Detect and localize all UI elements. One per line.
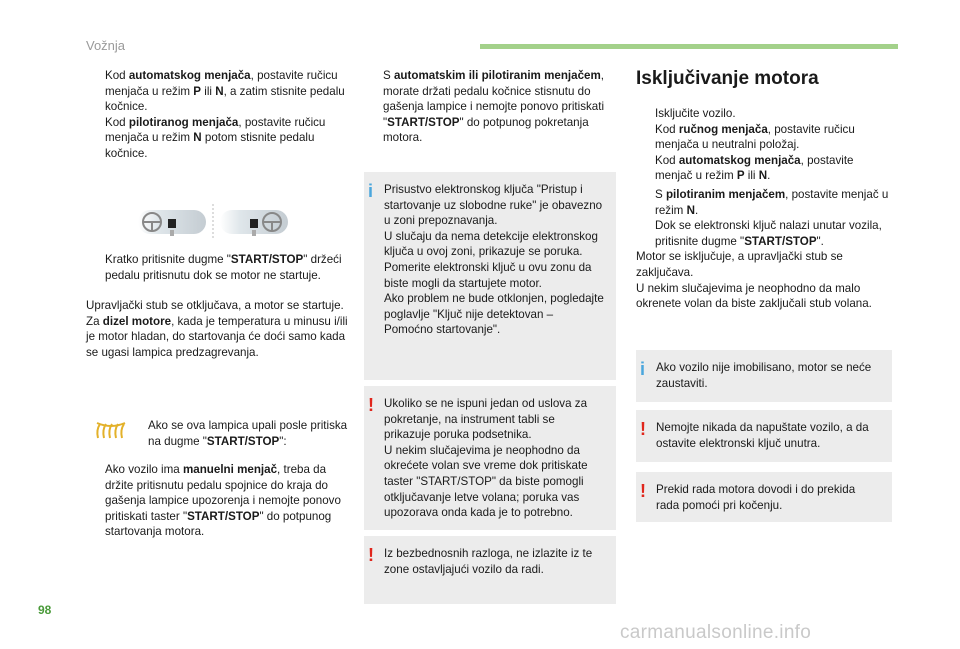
warning-icon: ! [368, 545, 374, 565]
list-item: Ako vozilo ima manuelni menjač, treba da držite pritisnutu pedalu spojnice do kraja do gašenja lampice upozorenja i nemojte ponovo pritiskati taster "START/STOP" do potpunog startovanja motora. [105, 463, 341, 539]
info-icon: i [368, 181, 374, 201]
list-item: Isključite vozilo. [655, 107, 736, 120]
info-line: Ako vozilo nije imobilisano, motor se neće zaustaviti. [656, 361, 872, 390]
steering-wheel-icon [134, 202, 294, 242]
warning-icon: ! [640, 419, 646, 439]
page-number: 98 [38, 603, 52, 617]
warning-box-safety [364, 536, 616, 604]
section-title: Isključivanje motora [636, 68, 819, 89]
info-line: Ako problem ne bude otklonjen, pogledajte poglavlje "Ključ nije detektovan – Pomoćno startovanje". [384, 292, 604, 337]
section-header-title: Vožnja [86, 38, 126, 53]
paragraph: Upravljački stub se otključava, a motor se startuje. [86, 299, 344, 313]
warning-line: Iz bezbednosnih razloga, ne izlazite iz te zone ostavljajući vozilo da radi. [384, 547, 593, 576]
header-accent-bar [480, 44, 898, 49]
paragraph: Motor se isključuje, a upravljački stub se zaključava. [636, 250, 843, 279]
warning-icon: ! [640, 481, 646, 501]
list-item: Kod automatskog menjača, postavite ručicu menjača u režim P ili N, a zatim stisnite pedalu kočnice. [105, 69, 345, 114]
column-1 [86, 68, 348, 162]
warning-box-start-conditions [364, 386, 616, 530]
column-1-lower [86, 252, 348, 361]
list-item: Kod pilotiranog menjača, postavite ručicu menjača u režim N potom stisnite pedalu kočnice. [105, 115, 326, 160]
info-line: Pomerite elektronski ključ u ovu zonu da biste mogli da startujete motor. [384, 260, 592, 290]
warning-line: Ukoliko se ne ispuni jedan od uslova za pokretanje, na instrument tabli se prikazuje poruka podsetnika. [384, 397, 588, 442]
info-line: Prisustvo elektronskog ključa "Pristup i startovanje uz slobodne ruke" je obavezno u zoni prepoznavanja. [384, 183, 603, 228]
info-box-key-presence [364, 172, 616, 380]
warning-line: U nekim slučajevima je neophodno da okrećete volan sve vreme dok pritiskate taster "START/STOP" da biste pomogli otključavanje letve volana; poruka vas upozorava onda kada je to potrebno. [384, 443, 588, 520]
preheat-lamp-icon [94, 420, 128, 440]
watermark: carmanualsonline.info [620, 622, 812, 643]
warning-line: Prekid rada motora dovodi i do prekida rada pomoći pri kočenju. [656, 483, 856, 512]
paragraph: U nekim slučajevima je neophodno da malo okrenete volan da biste zaključali stub volana. [636, 281, 872, 311]
warning-box-key-inside [636, 410, 892, 462]
info-line: U slučaju da nema detekcije elektronskog ključa u ovoj zoni, prikazuje se poruka. [384, 229, 598, 259]
column-1-bottom [86, 462, 348, 540]
warning-line: Nemojte nikada da napuštate vozilo, a da ostavite elektronski ključ unutra. [656, 421, 869, 450]
preheat-lamp-text: Ako se ova lampica upali posle pritiska na dugme "START/STOP": [148, 419, 348, 448]
list-item: S pilotiranim menjačem, postavite menjač u režim N. [655, 187, 889, 217]
column-3 [636, 68, 892, 312]
warning-icon: ! [368, 395, 374, 415]
list-item: Kratko pritisnite dugme "START/STOP" držeći pedalu pritisnutu dok se motor ne startuje. [105, 253, 342, 282]
list-item: S automatskim ili pilotiranim menjačem, morate držati pedalu kočnice stisnutu do gašenja lampice i nemojte ponovo pritiskati "START/STOP" do potpunog pokretanja motora. [383, 69, 605, 145]
column-2 [364, 68, 616, 146]
paragraph: Za dizel motore, kada je temperatura u minusu i/ili je motor hladan, do startovanja će doći samo kada se ugasi lampica predzagrevanja. [86, 314, 348, 359]
info-icon: i [640, 359, 646, 379]
list-item: Dok se elektronski ključ nalazi unutar vozila, pritisnite dugme "START/STOP". [655, 219, 882, 248]
list-item: Kod ručnog menjača, postavite ručicu menjača u neutralni položaj. [655, 122, 855, 152]
info-box-immobilised [636, 350, 892, 402]
list-item: Kod automatskog menjača, postavite menjač u režim P ili N. [655, 153, 854, 183]
warning-box-brake-assist [636, 472, 892, 522]
